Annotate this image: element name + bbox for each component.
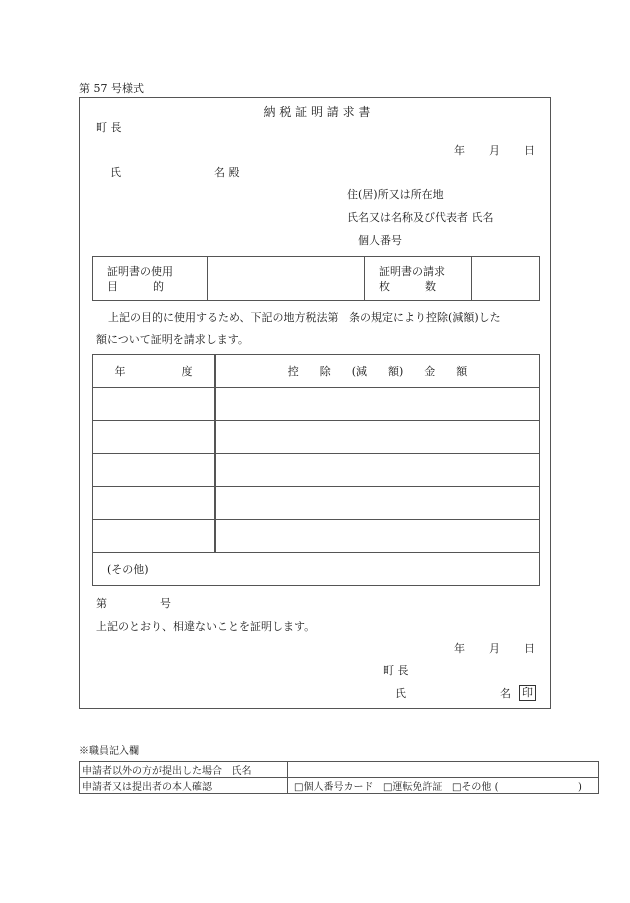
staff-row-identity xyxy=(80,778,599,794)
deduction-other-label[interactable]: (その他) xyxy=(93,553,540,586)
identity-check-options[interactable]: □個人番号カード □運転免許証 □その他 ( ) xyxy=(288,778,599,794)
count-label-line2: 枚 数 xyxy=(379,279,436,293)
staff-section-heading: ※職員記入欄 xyxy=(79,746,139,757)
issue-date-day-label: 日 xyxy=(524,642,535,655)
deduction-amount-cell[interactable] xyxy=(215,487,540,520)
deduction-amount-cell[interactable] xyxy=(215,454,540,487)
deduction-amount-cell[interactable] xyxy=(215,421,540,454)
deduction-year-cell[interactable] xyxy=(93,487,216,520)
seal-label: 印 xyxy=(519,685,536,701)
date-month-label: 月 xyxy=(489,144,500,157)
staff-row-submitter xyxy=(80,762,599,778)
applicant-address-label: 住(居)所又は所在地 xyxy=(347,188,444,201)
deduction-amount-cell[interactable] xyxy=(215,520,540,553)
certificate-number-prefix: 第 xyxy=(96,597,107,610)
issue-date-month-label: 月 xyxy=(489,642,500,655)
deduction-year-cell[interactable] xyxy=(93,520,216,553)
certificate-number-suffix: 号 xyxy=(160,597,171,610)
addressee-town-head: 町 長 xyxy=(96,121,122,134)
applicant-name-label: 氏名又は名称及び代表者 氏名 xyxy=(347,211,494,224)
addressee-name-suffix: 名 殿 xyxy=(214,166,240,179)
form-title: 納 税 証 明 請 求 書 xyxy=(263,105,371,119)
deduction-year-cell[interactable] xyxy=(93,454,216,487)
issuer-name-prefix: 氏 xyxy=(395,687,406,700)
date-day-label: 日 xyxy=(524,144,535,157)
request-text-line1: 上記の目的に使用するため、下記の地方税法第 条の規定により控除(減額)した xyxy=(108,311,501,324)
purpose-label-cell xyxy=(93,257,208,301)
staff-table xyxy=(79,761,599,794)
deduction-row xyxy=(93,421,540,454)
count-label-line1: 証明書の請求 xyxy=(379,264,445,278)
deduction-other-row xyxy=(93,553,540,586)
deduction-row xyxy=(93,388,540,421)
issuer-name-suffix: 名 xyxy=(500,687,511,700)
deduction-year-cell[interactable] xyxy=(93,421,216,454)
purpose-label-line2: 目 的 xyxy=(107,279,164,293)
date-year-label: 年 xyxy=(454,144,465,157)
submitter-label: 申請者以外の方が提出した場合 氏名 xyxy=(80,762,288,778)
issue-date-year-label: 年 xyxy=(454,642,465,655)
seal-mark xyxy=(519,685,536,701)
deduction-row xyxy=(93,454,540,487)
count-label-cell xyxy=(365,257,472,301)
count-value-cell[interactable] xyxy=(472,257,540,301)
header-year: 年 度 xyxy=(93,355,216,388)
deduction-table xyxy=(92,354,540,586)
deduction-row xyxy=(93,520,540,553)
identity-check-label: 申請者又は提出者の本人確認 xyxy=(80,778,288,794)
purpose-value-cell[interactable] xyxy=(208,257,365,301)
deduction-amount-cell[interactable] xyxy=(215,388,540,421)
header-amount: 控 除 (減 額) 金 額 xyxy=(215,355,540,388)
submitter-name-value[interactable] xyxy=(288,762,599,778)
certify-text: 上記のとおり、相違ないことを証明します。 xyxy=(96,620,316,633)
form-number: 第 57 号様式 xyxy=(79,82,144,95)
request-text-line2: 額について証明を請求します。 xyxy=(96,333,249,346)
purpose-table xyxy=(92,256,540,301)
purpose-label-line1: 証明書の使用 xyxy=(107,264,173,278)
personal-number-label: 個人番号 xyxy=(358,234,402,247)
deduction-header-row xyxy=(93,355,540,388)
deduction-year-cell[interactable] xyxy=(93,388,216,421)
deduction-row xyxy=(93,487,540,520)
addressee-name-prefix: 氏 xyxy=(110,166,121,179)
issuer-title: 町 長 xyxy=(383,664,409,677)
